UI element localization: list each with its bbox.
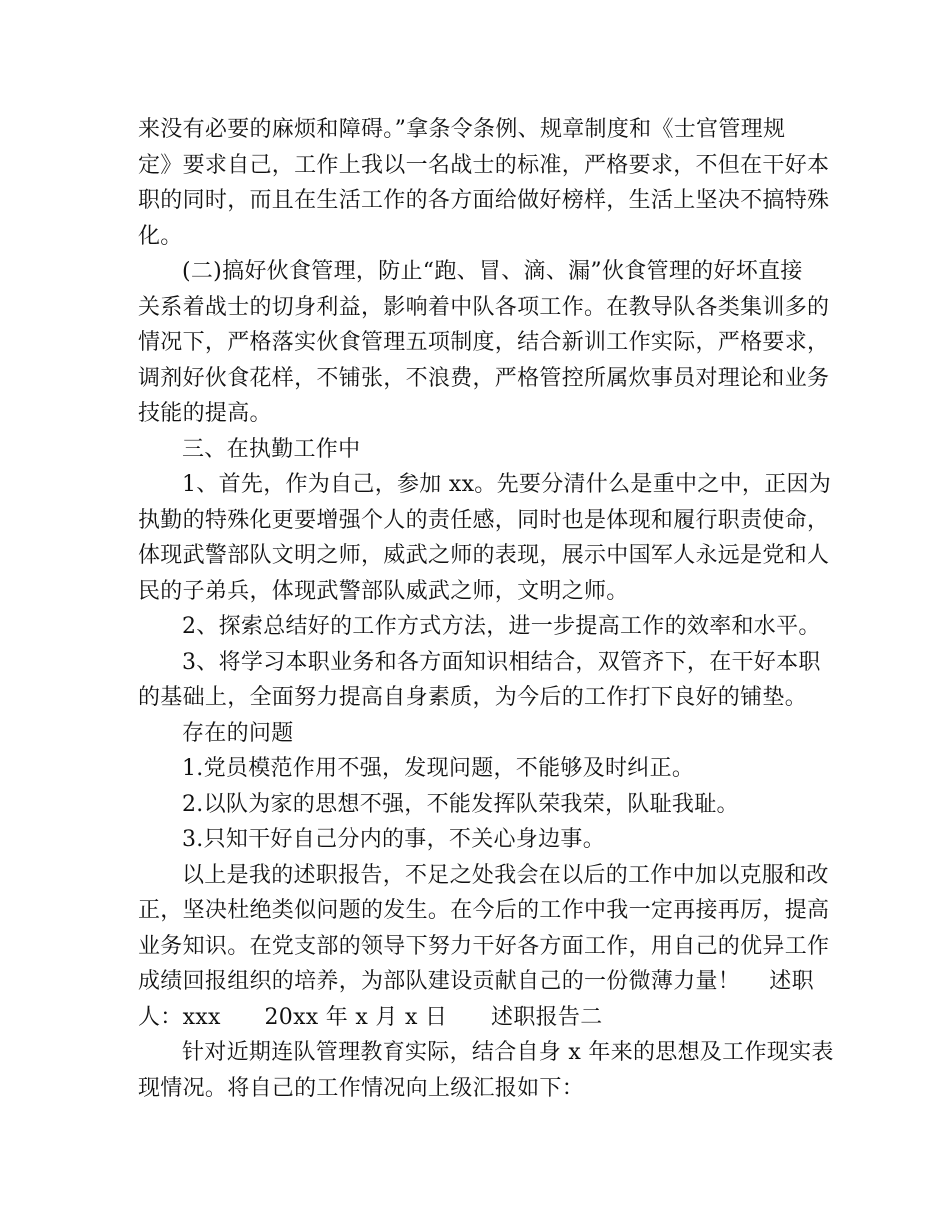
- paragraph-report-two-intro: [138, 1035, 834, 1106]
- text-line: 针对近期连队管理教育实际，结合自身 x 年来的思想及工作现实表: [182, 1040, 834, 1065]
- text-line: 1.党员模范作用不强，发现问题，不能够及时纠正。: [182, 756, 695, 781]
- text-line: 三、在执勤工作中: [182, 436, 361, 462]
- text-line: 存在的问题: [182, 720, 294, 746]
- section-heading-problems: [138, 716, 828, 752]
- problem-item-3: [138, 822, 828, 858]
- text-line: 体现武警部队文明之师，威武之师的表现，展示中国军人永远是党和人: [138, 543, 830, 568]
- text-line: 关系着战士的切身利益，影响着中队各项工作。在教导队各类集训多的: [138, 294, 830, 320]
- text-line: 技能的提高。: [138, 401, 272, 426]
- text-line: (二)搞好伙食管理，防止“跑、冒、滴、漏”伙食管理的好坏直接: [182, 259, 803, 284]
- text-line: 成绩回报组织的培养，为部队建设贡献自己的一份微薄力量！ 述职: [138, 969, 814, 994]
- text-line: 民的子弟兵，体现武警部队威武之师，文明之师。: [138, 578, 629, 604]
- text-line: 来没有必要的麻烦和障碍。”拿条令条例、规章制度和《士官管理规: [138, 117, 786, 142]
- text-line: 以上是我的述职报告，不足之处我会在以后的工作中加以克服和改: [182, 862, 829, 888]
- text-line: 业务知识。在党支部的领导下努力干好各方面工作，用自己的优异工作: [138, 933, 830, 959]
- paragraph-duty-item-3: [138, 645, 828, 716]
- paragraph-closing-statement: [138, 858, 828, 1036]
- problem-item-1: [138, 751, 828, 787]
- signature-line: 人：xxx 20xx 年 x 月 x 日 述职报告二: [138, 1004, 603, 1030]
- text-line: 3、将学习本职业务和各方面知识相结合，双管齐下，在干好本职: [182, 649, 821, 675]
- text-line: 情况下，严格落实伙食管理五项制度，结合新训工作实际，严格要求，: [138, 330, 830, 355]
- text-line: 3.只知干好自己分内的事，不关心身边事。: [182, 827, 605, 852]
- problem-item-2: [138, 787, 828, 823]
- text-line: 2.以队为家的思想不强，不能发挥队荣我荣，队耻我耻。: [182, 791, 739, 817]
- text-line: 定》要求自己，工作上我以一名战士的标准，严格要求，不但在干好本: [138, 152, 830, 178]
- text-line: 现情况。将自己的工作情况向上级汇报如下：: [138, 1075, 585, 1101]
- text-line: 1、首先，作为自己，参加 xx。先要分清什么是重中之中，正因为: [182, 472, 832, 497]
- paragraph-discipline-conclusion: [138, 112, 828, 254]
- text-line: 2、探索总结好的工作方式方法，进一步提高工作的效率和水平。: [182, 614, 821, 639]
- paragraph-mess-management: [138, 254, 828, 432]
- text-line: 正，坚决杜绝类似问题的发生。在今后的工作中我一定再接再厉，提高: [138, 898, 830, 923]
- paragraph-duty-item-1: [138, 467, 832, 609]
- document-body: [138, 112, 834, 1106]
- text-line: 执勤的特殊化更要增强个人的责任感，同时也是体现和履行职责使命，: [138, 507, 830, 533]
- section-heading-duty-work: [138, 432, 828, 468]
- text-line: 化。: [138, 223, 183, 249]
- text-line: 调剂好伙食花样，不铺张，不浪费，严格管控所属炊事员对理论和业务: [138, 365, 830, 391]
- paragraph-duty-item-2: [138, 609, 828, 645]
- text-line: 的基础上，全面努力提高自身素质，为今后的工作打下良好的铺垫。: [138, 685, 808, 710]
- text-line: 职的同时，而且在生活工作的各方面给做好榜样，生活上坚决不搞特殊: [138, 188, 830, 213]
